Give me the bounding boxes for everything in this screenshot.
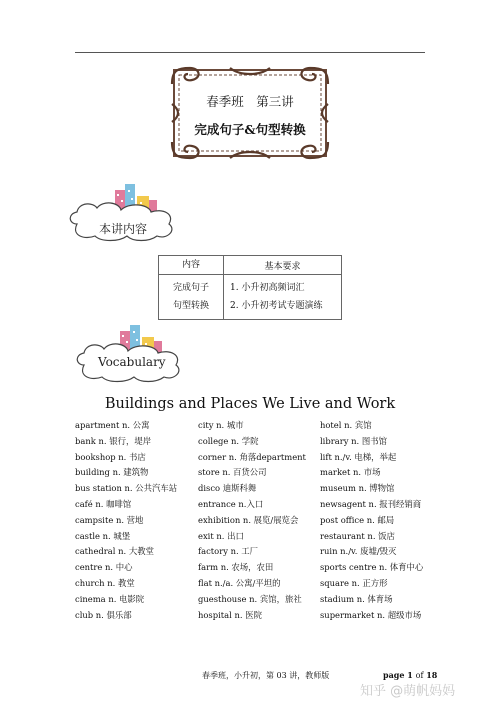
- vocab-item: museum n. 博物馆: [320, 483, 395, 494]
- section-cloud-content: [63, 180, 183, 244]
- overview-table: [158, 255, 342, 320]
- footer-course-info: 春季班，小升初，第 03 讲，教师版: [202, 671, 330, 680]
- cloud-buildings-icon: [70, 321, 190, 385]
- vocab-item: newsagent n. 报刊经销商: [320, 498, 422, 509]
- vocab-item: corner n. 角落department: [198, 451, 306, 462]
- vocab-item: bank n. 银行，堤岸: [75, 435, 152, 446]
- table-row: [159, 275, 342, 320]
- vocab-item: disco 迪斯科舞: [198, 483, 257, 494]
- page-total: 18: [426, 670, 438, 680]
- section-label-content: 本讲内容: [99, 222, 148, 236]
- requirement-item: 1. 小升初高频词汇: [230, 283, 305, 293]
- vocab-item: bookshop n. 书店: [75, 451, 146, 462]
- vocab-column: [320, 418, 423, 623]
- vocab-item: entrance n.入口: [198, 498, 264, 509]
- vocab-item: factory n. 工厂: [198, 546, 259, 557]
- page-number: [383, 670, 437, 680]
- vocab-item: club n. 俱乐部: [75, 609, 132, 620]
- table-header-row: [159, 256, 342, 275]
- vocab-item: store n. 百货公司: [198, 467, 267, 478]
- vocab-item: market n. 市场: [320, 467, 381, 478]
- topic-line: 句型转换: [172, 301, 209, 311]
- vocab-item: lift n./v. 电梯，举起: [320, 451, 397, 462]
- table-cell-topic: [159, 275, 224, 320]
- vocab-item: college n. 学院: [198, 435, 259, 446]
- page-word: page: [383, 670, 405, 680]
- vocab-item: post office n. 邮局: [320, 514, 395, 525]
- section-label-vocabulary: Vocabulary: [98, 355, 166, 369]
- vocab-item: hospital n. 医院: [198, 609, 262, 620]
- watermark: 知乎 @萌帆妈妈: [360, 684, 456, 699]
- vocab-item: cathedral n. 大教堂: [75, 546, 154, 557]
- vocab-title: Buildings and Places We Live and Work: [104, 396, 396, 412]
- requirement-item: 2. 小升初考试专题演练: [230, 301, 323, 311]
- vocab-item: square n. 正方形: [320, 577, 388, 588]
- vocab-item: centre n. 中心: [75, 562, 133, 573]
- vocab-item: exit n. 出口: [198, 530, 244, 541]
- section-cloud-vocabulary: [70, 321, 190, 385]
- vocab-item: stadium n. 体育场: [320, 593, 393, 604]
- vocab-item: supermarket n. 超级市场: [320, 609, 422, 620]
- vocab-item: sports centre n. 体育中心: [320, 562, 424, 573]
- vocab-column: [198, 418, 306, 623]
- vocab-column: [75, 418, 177, 623]
- vocab-item: guesthouse n. 宾馆，旅社: [198, 593, 302, 604]
- vocab-item: restaurant n. 饭店: [320, 530, 395, 541]
- topic-line: 完成句子: [172, 283, 209, 293]
- vocab-item: building n. 建筑物: [75, 467, 149, 478]
- lesson-subtitle: 完成句子&句型转换: [194, 122, 306, 137]
- vocab-item: farm n. 农场，农田: [198, 562, 274, 573]
- vocab-item: city n. 城市: [198, 420, 244, 430]
- table-cell-requirements: [224, 275, 342, 320]
- vocab-item: campsite n. 营地: [75, 514, 144, 525]
- vocab-item: hotel n. 宾馆: [320, 420, 372, 430]
- of-word: of: [415, 671, 424, 680]
- vocab-item: bus station n. 公共汽车站: [75, 483, 178, 494]
- vocab-item: library n. 图书馆: [320, 435, 387, 446]
- vocab-item: ruin n./v. 废墟/毁灭: [320, 546, 397, 557]
- vocab-item: exhibition n. 展览/展览会: [198, 514, 299, 525]
- lesson-title: 春季班 第三讲: [206, 94, 294, 109]
- table-header-requirements: 基本要求: [224, 256, 342, 275]
- title-ornament-frame: [170, 66, 330, 160]
- vocab-item: apartment n. 公寓: [75, 420, 150, 430]
- vocab-item: cinema n. 电影院: [75, 593, 145, 604]
- vocab-item: church n. 教堂: [75, 577, 135, 588]
- page-current: 1: [407, 670, 413, 680]
- top-rule: [75, 52, 425, 53]
- vocab-item: flat n./a. 公寓/平坦的: [198, 577, 281, 588]
- table-header-content: 内容: [159, 256, 224, 275]
- vocab-item: castle n. 城堡: [75, 530, 131, 541]
- vocab-item: café n. 咖啡馆: [75, 498, 132, 509]
